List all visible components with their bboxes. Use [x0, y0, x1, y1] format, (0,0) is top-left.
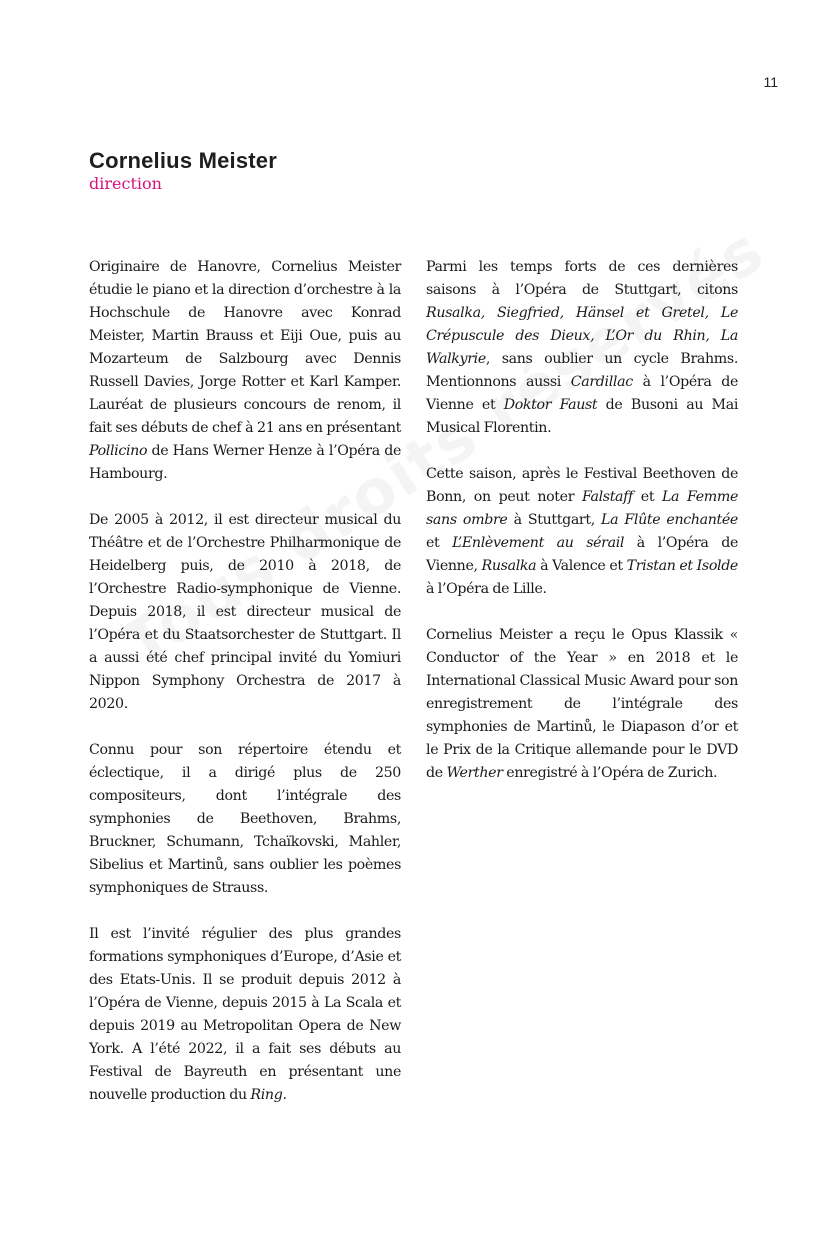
text-run: Cette saison, après le Festival Beethoven de Bonn, on peut noter	[426, 466, 738, 505]
text-run: Il est l’invité régulier des plus grandes formations symphoniques d’Europe, d’Asie et des Etats-Unis. Il se produit depuis 2012 à l’Opéra de Vienne, depuis 2015 à La Scala et depuis 2019 au Metropolitan Opera de New York. A l’été 2022, il a fait ses débuts au Festival de Bayreuth en présentant une nouvelle production du	[89, 926, 401, 1103]
italic-title: Pollicino	[89, 443, 148, 459]
text-run: De 2005 à 2012, il est directeur musical du Théâtre et de l’Orchestre Philharmonique de Heidelberg puis, de 2010 à 2018, de l’Orchestre Radio-symphonique de Vienne. Depuis 2018, il est directeur musical de l’Opéra et du Staatsorchester de Stuttgart. Il a aussi été chef principal invité du Yomiuri Nippon Symphony Orchestra de 2017 à 2020.	[89, 512, 401, 712]
text-run: et	[426, 535, 453, 551]
italic-title: Tristan et Isolde	[626, 558, 738, 574]
text-run: de Busoni au Mai Musical Florentin.	[426, 397, 739, 436]
italic-title: L’Enlèvement au sérail	[452, 535, 625, 551]
biography-paragraph	[89, 256, 401, 486]
italic-title: Rusalka, Siegfried, Hänsel et Gretel, Le Crépuscule des Dieux, L’Or du Rhin, La Walkyrie	[426, 305, 738, 367]
biography-paragraph	[426, 256, 738, 440]
text-run: à l’Opéra de Vienne et	[426, 374, 738, 413]
biography-paragraph	[89, 923, 401, 1107]
text-run: à Valence et	[536, 558, 627, 574]
italic-title: Cardillac	[570, 374, 633, 390]
text-run: Parmi les temps forts de ces dernières saisons à l’Opéra de Stuttgart, citons	[426, 259, 738, 298]
text-run: , sans oublier un cycle Brahms. Mentionnons aussi	[426, 351, 738, 390]
biography-paragraph	[426, 624, 738, 785]
text-run: à l’Opéra de Vienne,	[426, 535, 738, 574]
biography-header	[89, 146, 277, 194]
biography-paragraph	[89, 739, 401, 900]
italic-title: Werther	[446, 765, 503, 781]
text-run: enregistré à l’Opéra de Zurich.	[502, 765, 718, 781]
italic-title: Ring	[250, 1087, 283, 1103]
italic-title: La Flûte enchantée	[601, 512, 738, 528]
right-column	[426, 256, 738, 808]
text-run: à Stuttgart,	[507, 512, 602, 528]
text-run: de Hans Werner Henze à l’Opéra de Hambourg.	[89, 443, 401, 482]
text-run: .	[282, 1087, 287, 1103]
text-run: Connu pour son répertoire étendu et éclectique, il a dirigé plus de 250 compositeurs, dont l’intégrale des symphonies de Beethoven, Brahms, Bruckner, Schumann, Tchaïkovski, Mahler, Sibelius et Martinů, sans oublier les poèmes symphoniques de Strauss.	[89, 742, 401, 896]
text-run: Originaire de Hanovre, Cornelius Meister étudie le piano et la direction d’orchestre à la Hochschule de Hanovre avec Konrad Meister, Martin Brauss et Eiji Oue, puis au Mozarteum de Salzbourg avec Dennis Russell Davies, Jorge Rotter et Karl Kamper. Lauréat de plusieurs concours de renom, il fait ses débuts de chef à 21 ans en présentant	[89, 259, 401, 436]
biography-paragraph	[89, 509, 401, 716]
biography-paragraph	[426, 463, 738, 601]
text-run: Cornelius Meister a reçu le Opus Klassik « Conductor of the Year » en 2018 et le International Classical Music Award pour son enregistrement de l’intégrale des symphonies de Martinů, le Diapason d’or et le Prix de la Critique allemande pour le DVD de	[426, 627, 738, 781]
text-run: à l’Opéra de Lille.	[426, 581, 547, 597]
text-run: et	[632, 489, 662, 505]
left-column	[89, 256, 401, 1130]
italic-title: Falstaff	[581, 489, 633, 505]
page-number: 11	[763, 74, 778, 90]
italic-title: Doktor Faust	[503, 397, 598, 413]
artist-name: Cornelius Meister	[89, 148, 278, 173]
italic-title: Rusalka	[481, 558, 537, 574]
italic-title: La Femme sans ombre	[426, 489, 738, 528]
artist-role: direction	[89, 174, 162, 193]
